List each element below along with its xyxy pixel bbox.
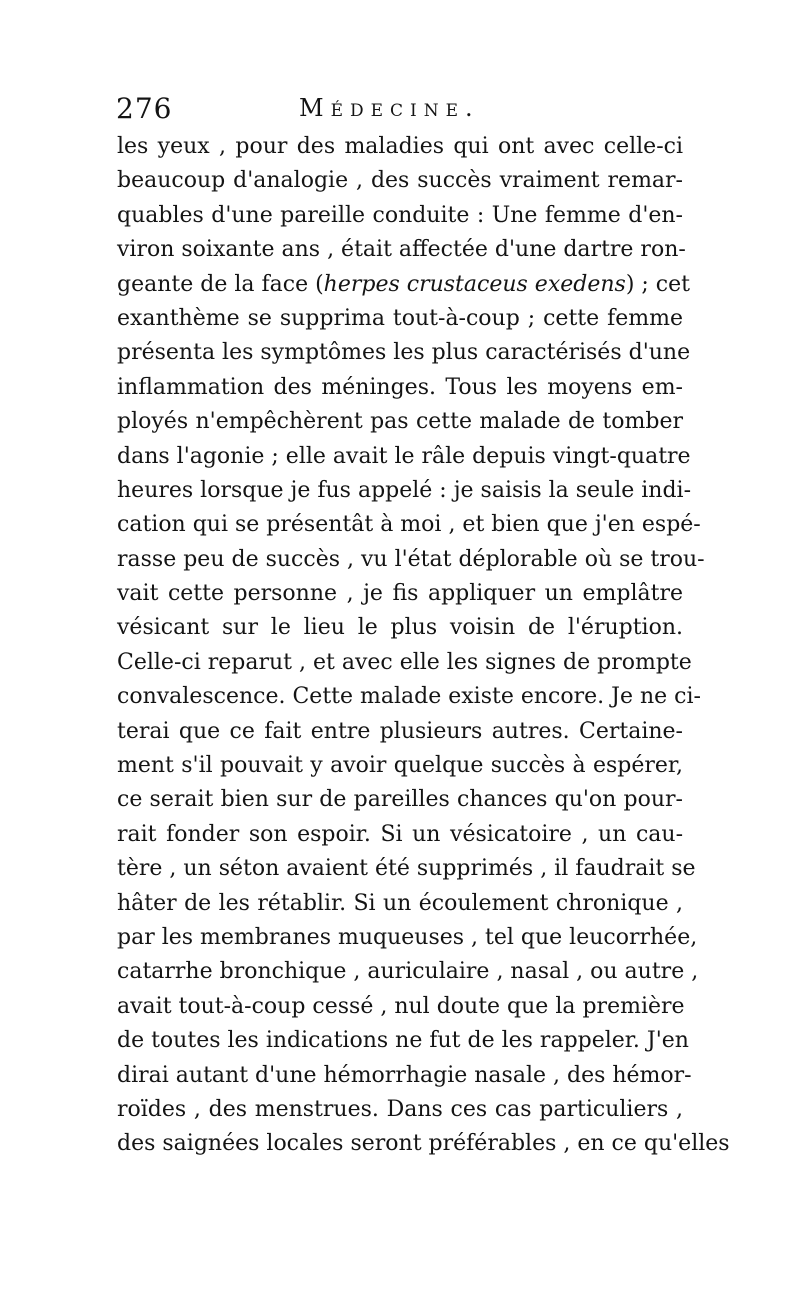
running-title: Médecine. bbox=[299, 94, 480, 122]
text-line: rasse peu de succès , vu l'état déplorable où se trou- bbox=[117, 546, 705, 572]
text-line: inflammation des méninges. Tous les moyens em- bbox=[117, 374, 683, 400]
text-line: vait cette personne , je fis appliquer un emplâtre bbox=[117, 581, 683, 607]
text-line: roïdes , des menstrues. Dans ces cas particuliers , bbox=[117, 1096, 683, 1122]
text-line: ployés n'empêchèrent pas cette malade de tomber bbox=[117, 409, 683, 435]
text-line: rait fonder son espoir. Si un vésicatoire , un cau- bbox=[117, 821, 683, 847]
latin-term: herpes crustaceus exedens bbox=[323, 271, 626, 297]
text-line: tère , un séton avaient été supprimés , il faudrait se bbox=[117, 856, 696, 882]
text-line: exanthème se supprima tout-à-coup ; cette femme bbox=[117, 305, 683, 331]
text-line: terai que ce fait entre plusieurs autres. Certaine- bbox=[117, 718, 683, 744]
page-header bbox=[116, 92, 696, 132]
text-line: cation qui se présentât à moi , et bien que j'en espé- bbox=[117, 512, 701, 538]
text-line: présenta les symptômes les plus caractérisés d'une bbox=[117, 340, 691, 366]
text-line: de toutes les indications ne fut de les rappeler. J'en bbox=[117, 1028, 689, 1054]
text-line: avait tout-à-coup cessé , nul doute que la première bbox=[117, 993, 685, 1019]
page-number: 276 bbox=[116, 92, 173, 125]
text-line: catarrhe bronchique , auriculaire , nasal , ou autre , bbox=[117, 959, 699, 985]
text-line: geante de la face (herpes crustaceus exedens) ; cet bbox=[117, 271, 690, 297]
text-line: des saignées locales seront préférables , en ce qu'elles bbox=[117, 1131, 730, 1157]
text-line: hâter de les rétablir. Si un écoulement chronique , bbox=[117, 890, 683, 916]
text-line: heures lorsque je fus appelé : je saisis la seule indi- bbox=[117, 477, 692, 503]
text-line: ce serait bien sur de pareilles chances qu'on pour- bbox=[117, 787, 683, 813]
text-line: convalescence. Cette malade existe encore. Je ne ci- bbox=[117, 684, 701, 710]
text-line: Celle-ci reparut , et avec elle les signes de prompte bbox=[117, 649, 692, 675]
text-line: viron soixante ans , était affectée d'une dartre ron- bbox=[117, 237, 686, 263]
text-line: les yeux , pour des maladies qui ont avec celle-ci bbox=[117, 134, 683, 159]
text-line: quables d'une pareille conduite : Une femme d'en- bbox=[117, 202, 683, 228]
text-line: vésicant sur le lieu le plus voisin de l'éruption. bbox=[117, 615, 683, 641]
text-line: beaucoup d'analogie , des succès vraiment remar- bbox=[117, 168, 683, 194]
text-line: dirai autant d'une hémorrhagie nasale , des hémor- bbox=[117, 1062, 692, 1088]
text-line: ment s'il pouvait y avoir quelque succès à espérer, bbox=[117, 753, 683, 779]
text-line: dans l'agonie ; elle avait le râle depuis vingt-quatre bbox=[117, 443, 691, 469]
body-text bbox=[117, 130, 730, 1162]
text-line: par les membranes muqueuses , tel que leucorrhée, bbox=[117, 924, 698, 950]
